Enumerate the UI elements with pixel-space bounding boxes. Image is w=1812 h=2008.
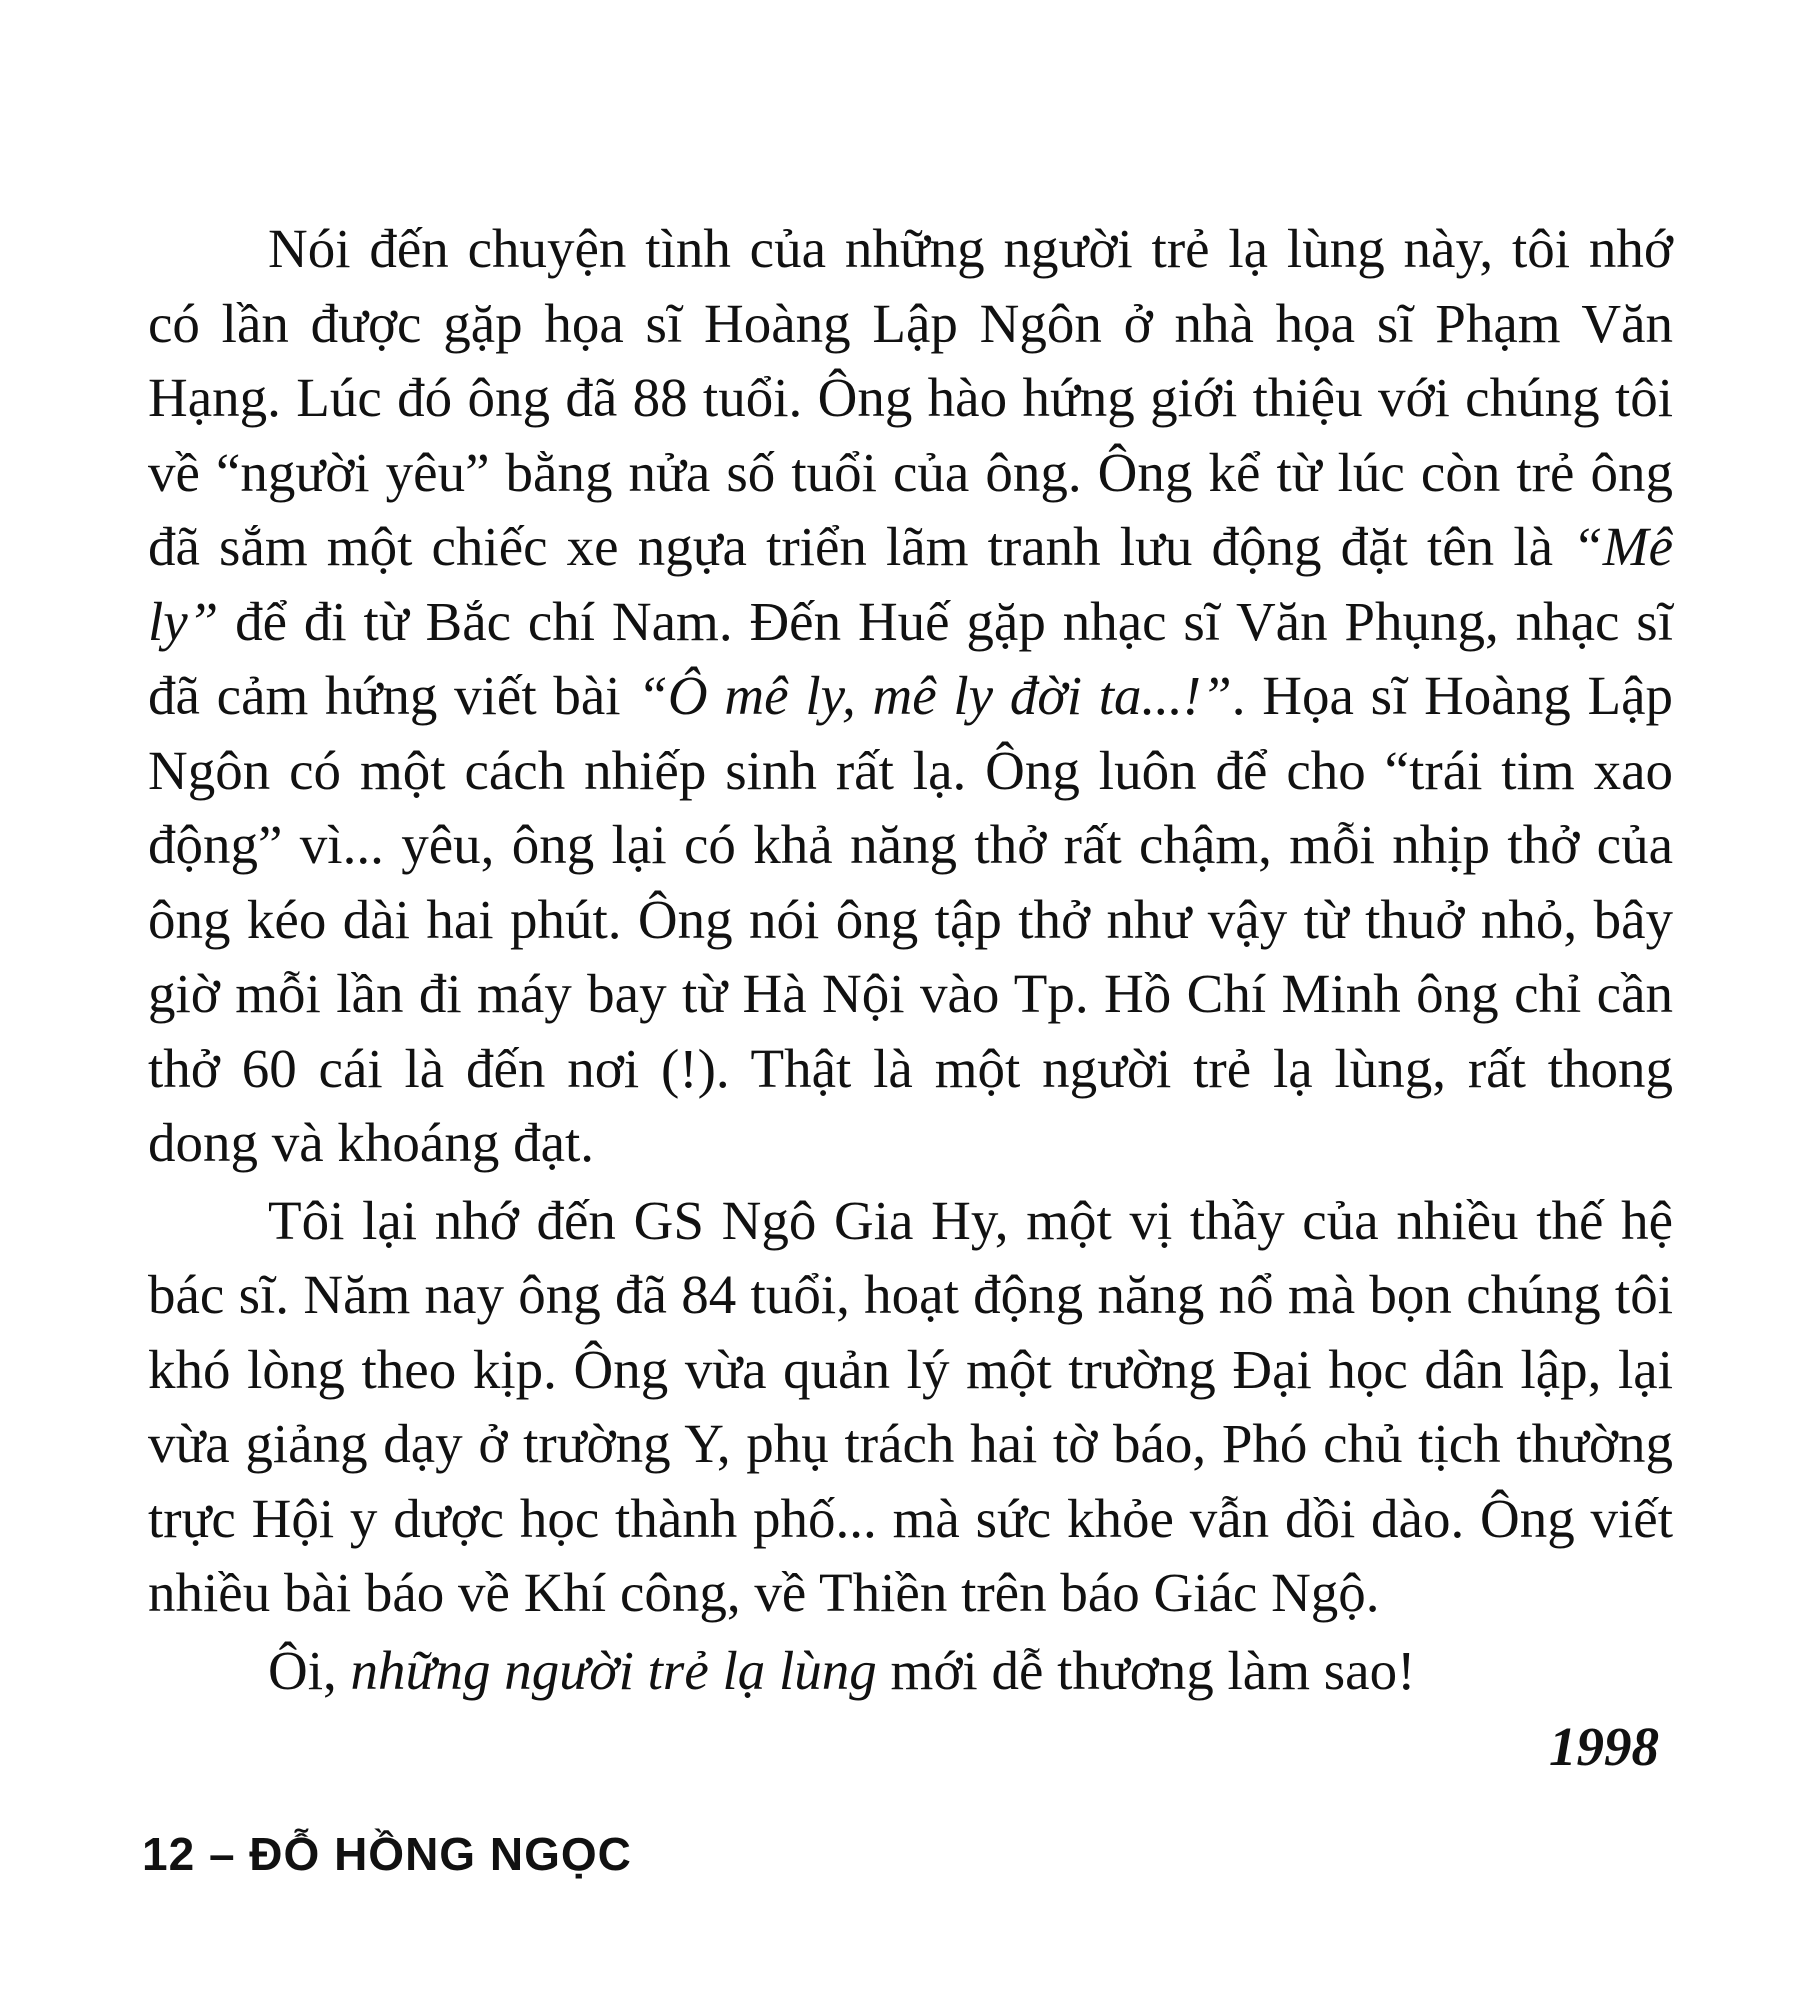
p3-italic-phrase: những người trẻ lạ lùng <box>350 1639 877 1701</box>
p1-line-6-start: là <box>1513 516 1554 577</box>
p1-line-3: Hạng. Lúc đó ông đã 88 tuổi. Ông hào hứng giới thiệu với chúng <box>148 367 1600 428</box>
p3-lead: Ôi, <box>268 1639 351 1701</box>
p1-line-1: Nói đến chuyện tình của những người trẻ lạ lùng này, tôi nhớ <box>268 218 1673 279</box>
page-footer: 12 – ĐỖ HỒNG NGỌC <box>142 1828 632 1880</box>
page-body <box>148 212 1673 1786</box>
paragraph-1 <box>148 212 1673 1181</box>
italic-title-me-ly: “Mê ly” <box>148 516 1674 652</box>
p1-line-2: có lần được gặp họa sĩ Hoàng Lập Ngôn ở nhà họa sĩ Phạm Văn <box>148 292 1673 354</box>
p1-line-5: trẻ ông đã sắm một chiếc xe ngựa triển lãm tranh lưu động đặt tên <box>148 441 1673 577</box>
italic-song-title: “Ô mê ly, mê ly đời ta...!” <box>637 665 1232 726</box>
paragraph-2: Tôi lại nhớ đến GS Ngô Gia Hy, một vị thầy của nhiều thế hệ bác sĩ. Năm nay ông đã 84 tuổi, hoạt động năng nổ mà bọn chúng tôi khó lòng theo kịp. Ông vừa quản lý một trường Đại học dân lập, lại vừa giảng dạy ở trường Y, phụ trách hai tờ báo, Phó chủ tịch thường trực Hội y dược học thành phố... mà sức khỏe vẫn dồi dào. Ông viết nhiều bài báo về Khí công, về Thiền trên báo Giác Ngộ. <box>148 1189 1673 1623</box>
p1-line-4: tôi về “người yêu” bằng nửa số tuổi của ông. Ông kể từ lúc còn <box>148 367 1673 503</box>
p1-tail-text: . Họa sĩ Hoàng Lập Ngôn có một cách nhiếp sinh rất lạ. Ông luôn để cho “trái tim xao động” vì... yêu, ông lại có khả năng thở rất chậm, mỗi nhịp thở của ông kéo dài hai phút. Ông nói ông tập thở như vậy từ thuở nhỏ, bây giờ mỗi lần đi máy bay từ Hà Nội vào Tp. Hồ Chí Minh ông chỉ cần thở 60 cái là đến nơi (!). Thật là một người trẻ lạ lùng, rất thong dong và khoáng đạt. <box>148 665 1673 1173</box>
p1-middle-text: để đi từ Bắc chí Nam. Đến Huế gặp nhạc sĩ Văn Phụng, nhạc sĩ đã cảm hứng viết bài <box>148 590 1673 726</box>
year-signature: 1998 <box>1549 1716 1659 1777</box>
p3-tail: mới dễ thương làm sao! <box>876 1639 1416 1701</box>
paragraph-3 <box>148 1634 1673 1709</box>
